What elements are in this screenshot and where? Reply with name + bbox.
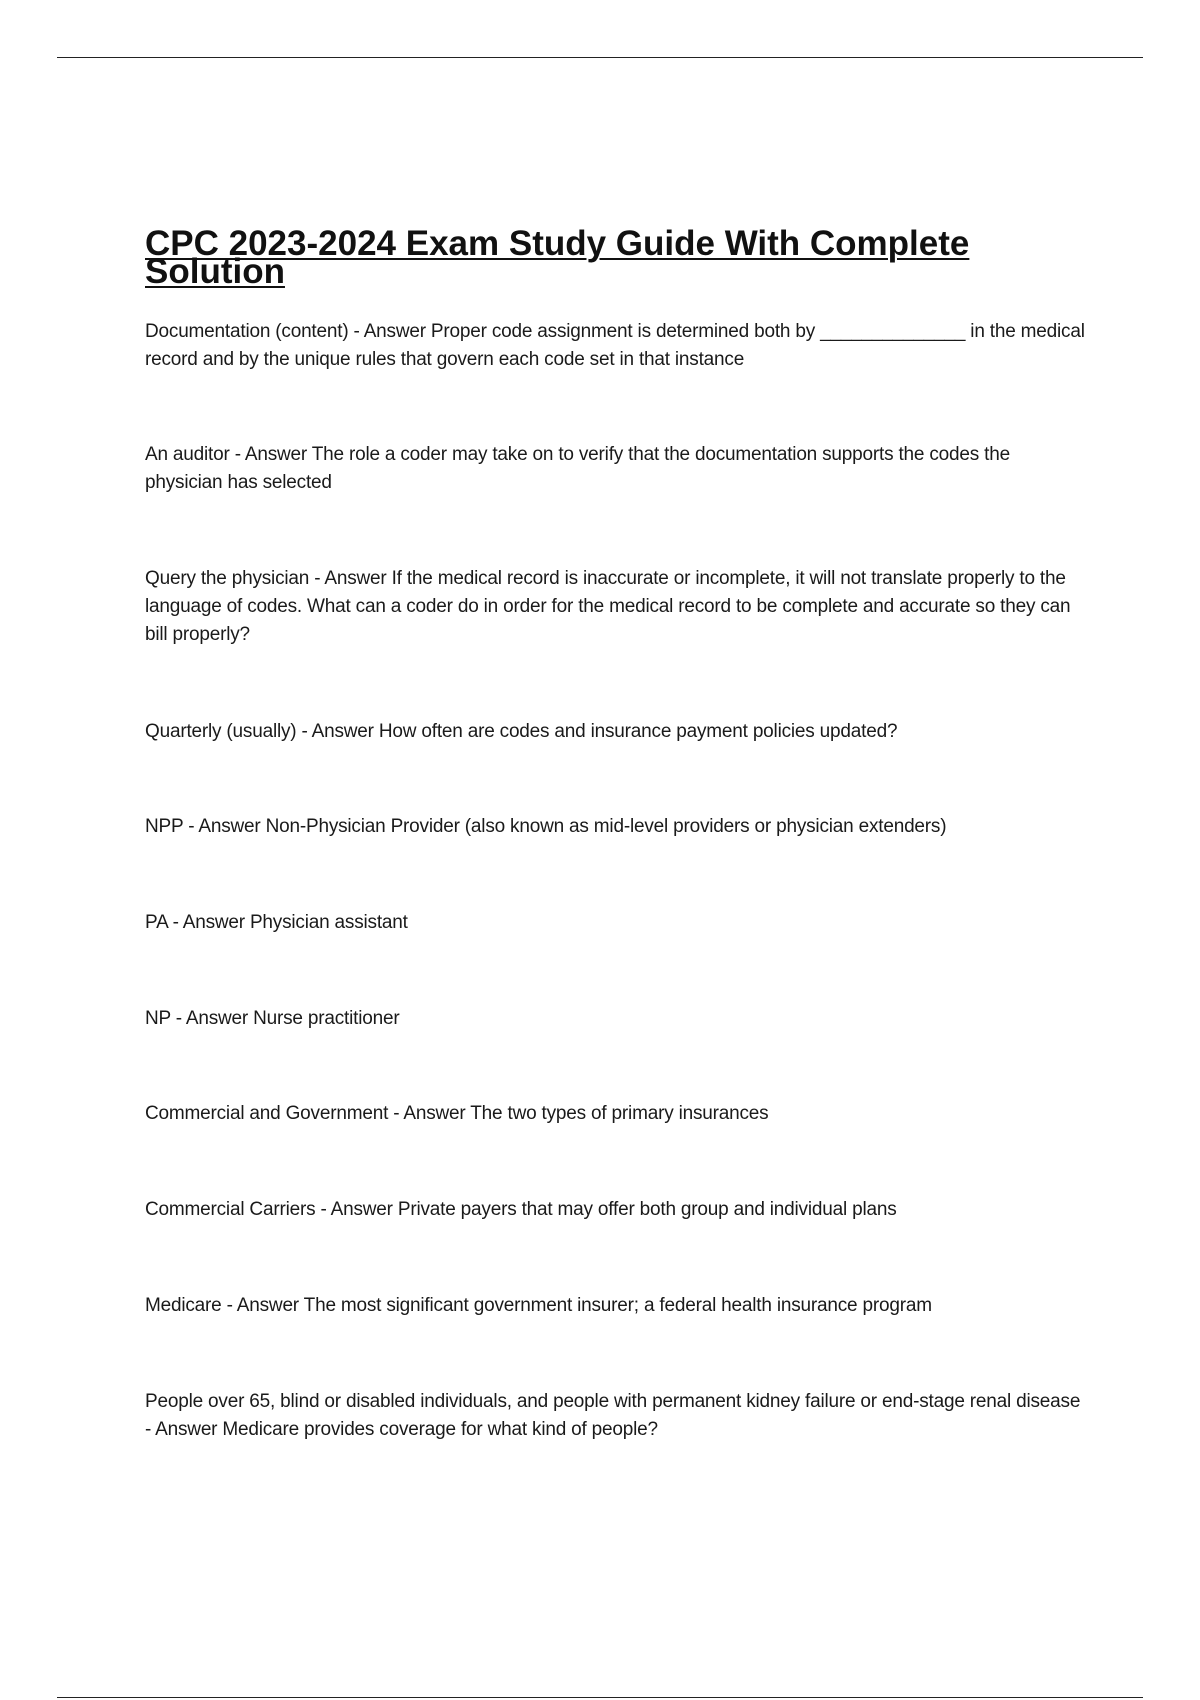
qa-entry: NPP - Answer Non-Physician Provider (also known as mid-level providers or physician extenders) — [145, 816, 947, 837]
qa-entry: Query the physician - Answer If the medical record is inaccurate or incomplete, it will not translate properly to the language of codes. What can a coder do in order for the medical record to be complete and accurate so they can bill properly? — [145, 568, 1071, 645]
qa-entry: NP - Answer Nurse practitioner — [145, 1008, 400, 1029]
qa-entry: Commercial Carriers - Answer Private payers that may offer both group and individual plans — [145, 1199, 897, 1220]
qa-entry: Commercial and Government - Answer The two types of primary insurances — [145, 1103, 769, 1124]
header-rule — [57, 57, 1143, 58]
qa-entry: Quarterly (usually) - Answer How often are codes and insurance payment policies updated? — [145, 721, 898, 742]
qa-list — [145, 318, 1090, 1444]
qa-entry: Documentation (content) - Answer Proper code assignment is determined both by ______________ in the medical record and by the unique rules that govern each code set in that instance — [145, 321, 1085, 370]
document-title: CPC 2023-2024 Exam Study Guide With Complete Solution — [145, 224, 970, 291]
qa-entry: An auditor - Answer The role a coder may take on to verify that the documentation supports the codes the physician has selected — [145, 444, 1010, 493]
qa-entry: People over 65, blind or disabled individuals, and people with permanent kidney failure or end-stage renal disease - Answer Medicare provides coverage for what kind of people? — [145, 1391, 1081, 1440]
footer-rule — [57, 1697, 1143, 1698]
qa-entry: Medicare - Answer The most significant government insurer; a federal health insurance program — [145, 1295, 932, 1316]
qa-entry: PA - Answer Physician assistant — [145, 912, 408, 933]
